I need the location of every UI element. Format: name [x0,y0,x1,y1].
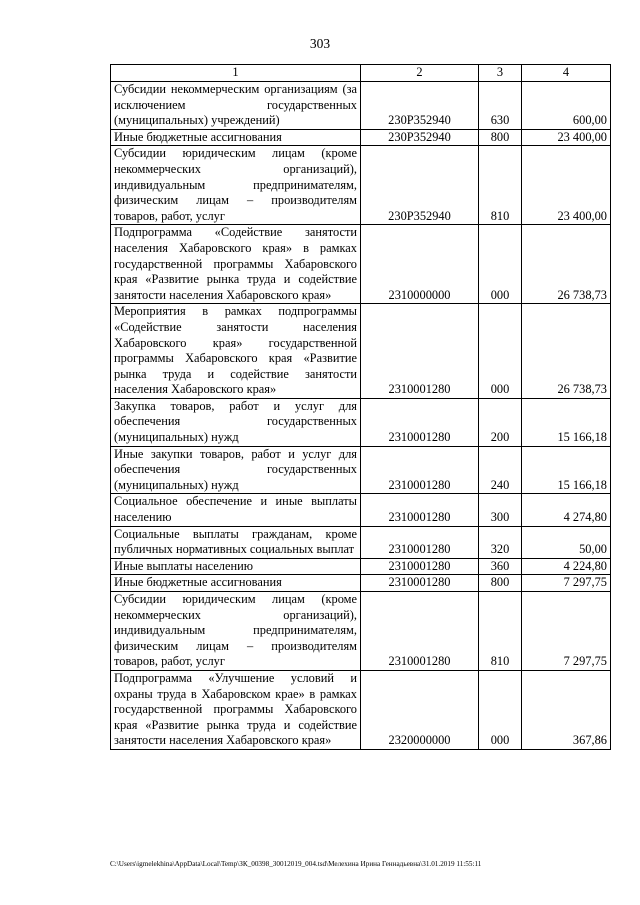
table-row [111,304,611,399]
row-vr: 000 [479,670,522,749]
row-name: Иные бюджетные ассигнования [111,575,361,592]
column-header-2: 2 [361,65,479,82]
row-vr: 810 [479,592,522,671]
column-header-4: 4 [522,65,611,82]
table-row [111,670,611,749]
table-row [111,82,611,130]
page-number: 303 [309,36,331,51]
row-amount: 4 274,80 [522,494,611,526]
row-vr: 800 [479,129,522,146]
row-vr: 240 [479,446,522,494]
row-code: 230P352940 [361,82,479,130]
row-name: Социальные выплаты гражданам, кроме публичных нормативных социальных выплат [111,526,361,558]
row-name: Субсидии юридическим лицам (кроме некоммерческих организаций), индивидуальным предпринимателям, физическим лицам – производителям товаров, работ, услуг [111,592,361,671]
row-code: 2310001280 [361,592,479,671]
row-name: Субсидии некоммерческим организациям (за исключением государственных (муниципальных) учреждений) [111,82,361,130]
row-name: Подпрограмма «Улучшение условий и охраны труда в Хабаровском крае» в рамках государственной программы Хабаровского края «Развитие рынка труда и содействие занятости населения Хабаровского края» [111,670,361,749]
table-row [111,494,611,526]
row-amount: 600,00 [522,82,611,130]
row-name: Иные закупки товаров, работ и услуг для обеспечения государственных (муниципальных) нужд [111,446,361,494]
table-row [111,526,611,558]
row-vr: 810 [479,146,522,225]
row-code: 2310001280 [361,494,479,526]
table-row [111,129,611,146]
row-vr: 300 [479,494,522,526]
row-vr: 800 [479,575,522,592]
row-name: Закупка товаров, работ и услуг для обеспечения государственных (муниципальных) нужд [111,398,361,446]
table-row [111,225,611,304]
table-header-row [111,65,611,82]
row-amount: 7 297,75 [522,592,611,671]
row-name: Социальное обеспечение и иные выплаты населению [111,494,361,526]
row-amount: 50,00 [522,526,611,558]
row-name: Иные выплаты населению [111,558,361,575]
row-amount: 7 297,75 [522,575,611,592]
row-code: 2320000000 [361,670,479,749]
row-name: Мероприятия в рамках подпрограммы «Содействие занятости населения Хабаровского края» государственной программы Хабаровского края «Развитие рынка труда и содействие занятости населения Хабаровского края» [111,304,361,399]
row-amount: 15 166,18 [522,446,611,494]
column-header-1: 1 [111,65,361,82]
row-code: 2310001280 [361,558,479,575]
row-code: 230P352940 [361,146,479,225]
row-code: 2310001280 [361,575,479,592]
table-row [111,575,611,592]
row-code: 2310001280 [361,446,479,494]
row-code: 2310001280 [361,304,479,399]
row-name: Подпрограмма «Содействие занятости населения Хабаровского края» в рамках государственной программы Хабаровского края «Развитие рынка труда и содействие занятости населения Хабаровского края» [111,225,361,304]
row-vr: 320 [479,526,522,558]
row-code: 2310001280 [361,398,479,446]
row-code: 2310001280 [361,526,479,558]
table-row [111,398,611,446]
table-row [111,446,611,494]
row-vr: 630 [479,82,522,130]
row-vr: 360 [479,558,522,575]
row-amount: 15 166,18 [522,398,611,446]
column-header-3: 3 [479,65,522,82]
table-row [111,146,611,225]
row-amount: 23 400,00 [522,146,611,225]
row-code: 2310000000 [361,225,479,304]
row-name: Иные бюджетные ассигнования [111,129,361,146]
row-name: Субсидии юридическим лицам (кроме некоммерческих организаций), индивидуальным предпринимателям, физическим лицам – производителям товаров, работ, услуг [111,146,361,225]
row-amount: 367,86 [522,670,611,749]
row-amount: 26 738,73 [522,225,611,304]
row-amount: 23 400,00 [522,129,611,146]
footer-file-path: C:\Users\igmelekhina\AppData\Local\Temp\ЗК_00398_30012019_004.tsd\Мелехина Ирина Геннадьевна\31.01.2019 11:55:11 [110,860,482,868]
row-amount: 26 738,73 [522,304,611,399]
row-vr: 000 [479,304,522,399]
table-row [111,558,611,575]
row-amount: 4 224,80 [522,558,611,575]
table-row [111,592,611,671]
row-vr: 000 [479,225,522,304]
row-vr: 200 [479,398,522,446]
budget-table [110,64,611,750]
row-code: 230P352940 [361,129,479,146]
